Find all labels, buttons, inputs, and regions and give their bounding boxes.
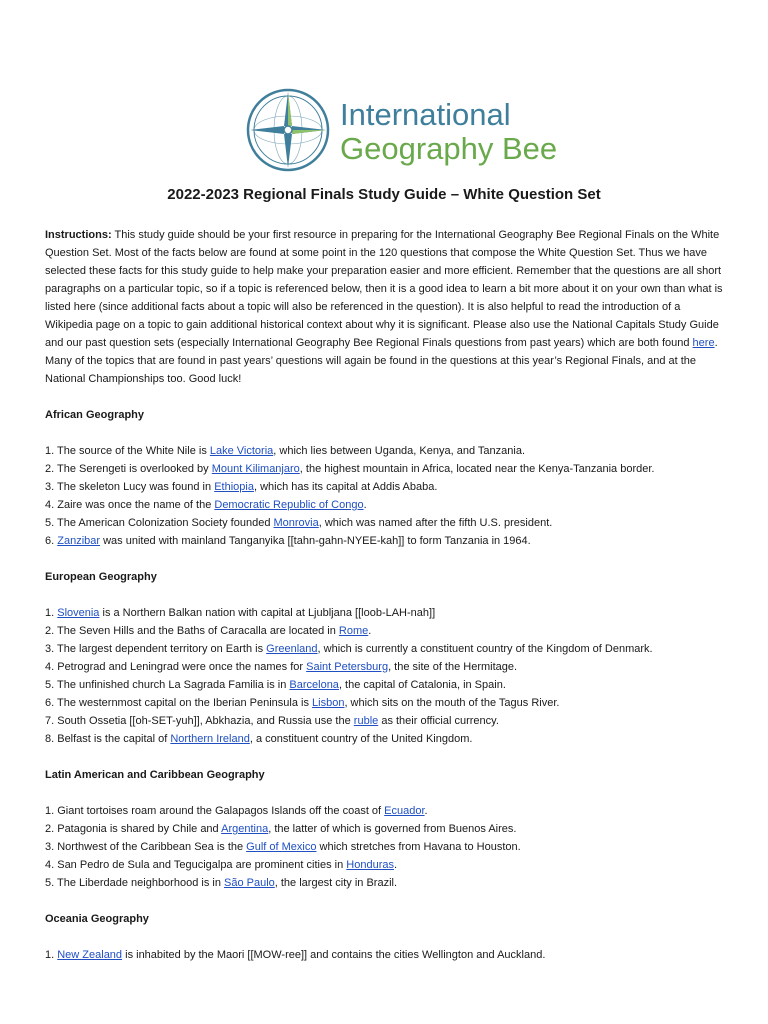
item-text: , which lies between Uganda, Kenya, and Tanzania.: [273, 445, 526, 457]
item-text: 3. The largest dependent territory on Earth is: [45, 643, 267, 655]
logo-text-international: International: [340, 97, 511, 132]
item-text: 3. Northwest of the Caribbean Sea is the: [45, 841, 247, 853]
list-item: [45, 640, 725, 658]
item-text: is a Northern Balkan nation with capital at Ljubljana [[loob-LAH-nah]]: [99, 607, 436, 619]
item-text: 6.: [45, 535, 58, 547]
instructions-label: Instructions:: [45, 229, 112, 241]
item-text: , the highest mountain in Africa, located near the Kenya-Tanzania border.: [299, 463, 655, 475]
item-text: .: [368, 625, 372, 637]
list-item: [45, 460, 725, 478]
item-text: 5. The unfinished church La Sagrada Familia is in: [45, 679, 290, 691]
item-text: 8. Belfast is the capital of: [45, 733, 171, 745]
section-heading-african: African Geography: [45, 409, 145, 421]
topic-link[interactable]: Argentina: [221, 823, 269, 835]
item-text: .: [363, 499, 367, 511]
list-item: [45, 442, 725, 460]
item-text: .: [424, 805, 428, 817]
item-text: , which was named after the fifth U.S. president.: [318, 517, 553, 529]
logo-text-geography-bee: Geography Bee: [340, 131, 558, 166]
item-text: 4. Petrograd and Leningrad were once the names for: [45, 661, 307, 673]
list-item: [45, 622, 725, 640]
topic-link[interactable]: Mount Kilimanjaro: [211, 463, 300, 475]
topic-link[interactable]: Slovenia: [57, 607, 100, 619]
item-text: , which sits on the mouth of the Tagus River.: [344, 697, 560, 709]
topic-link[interactable]: Ecuador: [384, 805, 425, 817]
item-text: 1.: [45, 607, 58, 619]
topic-link[interactable]: Honduras: [346, 859, 394, 871]
item-text: was united with mainland Tanganyika [[tahn-gahn-NYEE-kah]] to form Tanzania in 1964.: [100, 535, 531, 547]
compass-rose-icon: [243, 88, 333, 172]
list-item: [45, 838, 725, 856]
list-item: [45, 658, 725, 676]
document-body: [45, 226, 725, 964]
item-text: , the capital of Catalonia, in Spain.: [338, 679, 506, 691]
item-text: , the largest city in Brazil.: [274, 877, 398, 889]
item-text: 4. San Pedro de Sula and Tegucigalpa are prominent cities in: [45, 859, 347, 871]
list-item: [45, 478, 725, 496]
topic-link[interactable]: Rome: [338, 625, 369, 637]
item-text: 4. Zaire was once the name of the: [45, 499, 215, 511]
topic-link[interactable]: Barcelona: [289, 679, 339, 691]
item-text: 5. The Liberdade neighborhood is in: [45, 877, 224, 889]
list-item: [45, 532, 725, 550]
topic-link[interactable]: Greenland: [266, 643, 318, 655]
item-text: which stretches from Havana to Houston.: [316, 841, 521, 853]
topic-link[interactable]: Ethiopia: [214, 481, 254, 493]
item-text: , the latter of which is governed from Buenos Aires.: [268, 823, 517, 835]
list-item: [45, 946, 725, 964]
topic-link[interactable]: Democratic Republic of Congo: [214, 499, 364, 511]
section-heading-european: European Geography: [45, 571, 157, 583]
topic-link[interactable]: Northern Ireland: [170, 733, 250, 745]
list-item: [45, 496, 725, 514]
list-item: [45, 802, 725, 820]
page-title: 2022-2023 Regional Finals Study Guide – White Question Set: [167, 186, 601, 203]
item-text: 2. The Seven Hills and the Baths of Caracalla are located in: [45, 625, 339, 637]
list-item: [45, 856, 725, 874]
list-item: [45, 676, 725, 694]
list-item: [45, 604, 725, 622]
topic-link[interactable]: São Paulo: [224, 877, 275, 889]
item-text: 3. The skeleton Lucy was found in: [45, 481, 215, 493]
item-text: 5. The American Colonization Society founded: [45, 517, 274, 529]
section-heading-oceania: Oceania Geography: [45, 913, 149, 925]
topic-link[interactable]: Gulf of Mexico: [246, 841, 317, 853]
topic-link[interactable]: Lake Victoria: [209, 445, 274, 457]
item-text: 1. The source of the White Nile is: [45, 445, 210, 457]
topic-link[interactable]: Saint Petersburg: [306, 661, 389, 673]
topic-link[interactable]: Lisbon: [312, 697, 345, 709]
item-text: , which has its capital at Addis Ababa.: [253, 481, 438, 493]
instructions-text-end: . Many of the topics that are found in past years’ questions will again be found in the questions at this year’s Regional Finals, and at the National Championships too. Good luck!: [45, 337, 718, 385]
item-text: as their official currency.: [378, 715, 499, 727]
logo: [243, 88, 558, 172]
section-heading-latin-american: Latin American and Caribbean Geography: [45, 769, 265, 781]
item-text: , a constituent country of the United Kingdom.: [249, 733, 473, 745]
instructions-text: This study guide should be your first resource in preparing for the International Geography Bee Regional Finals on the White Question Set. Most of the facts below are found at some point in the 120 questions that compose the White Question Set. Thus we have selected these facts for this study guide to help make your preparation easier and more efficient. Remember that the questions are all short paragraphs on a particular topic, so if a topic is referenced below, then it is a good idea to learn a bit more about it on your own than what is listed here (since additional facts about a topic will also be referenced in the question). It is also helpful to read the introduction of a Wikipedia page on a topic to gain additional historical context about why it is significant. Please also use the National Capitals Study Guide and our past question sets (especially International Geography Bee Regional Finals questions from past years) which are both found: [45, 229, 723, 349]
item-text: , which is currently a constituent country of the Kingdom of Denmark.: [317, 643, 653, 655]
item-text: 7. South Ossetia [[oh-SET-yuh]], Abkhazia, and Russia use the: [45, 715, 354, 727]
list-item: [45, 820, 725, 838]
item-text: 2. The Serengeti is overlooked by: [45, 463, 212, 475]
list-item: [45, 712, 725, 730]
topic-link[interactable]: ruble: [353, 715, 379, 727]
topic-link[interactable]: New Zealand: [57, 949, 123, 961]
list-item: [45, 694, 725, 712]
item-text: 6. The westernmost capital on the Iberian Peninsula is: [45, 697, 313, 709]
instructions-paragraph: [45, 226, 725, 388]
item-text: 1.: [45, 949, 58, 961]
here-link[interactable]: here: [692, 337, 715, 349]
list-item: [45, 514, 725, 532]
list-item: [45, 730, 725, 748]
item-text: 1. Giant tortoises roam around the Galapagos Islands off the coast of: [45, 805, 385, 817]
item-text: .: [393, 859, 398, 871]
item-text: is inhabited by the Maori [[MOW-ree]] and contains the cities Wellington and Auckland.: [122, 949, 546, 961]
item-text: , the site of the Hermitage.: [388, 661, 518, 673]
topic-link[interactable]: Zanzibar: [57, 535, 101, 547]
list-item: [45, 874, 725, 892]
item-text: 2. Patagonia is shared by Chile and: [45, 823, 222, 835]
topic-link[interactable]: Monrovia: [273, 517, 319, 529]
